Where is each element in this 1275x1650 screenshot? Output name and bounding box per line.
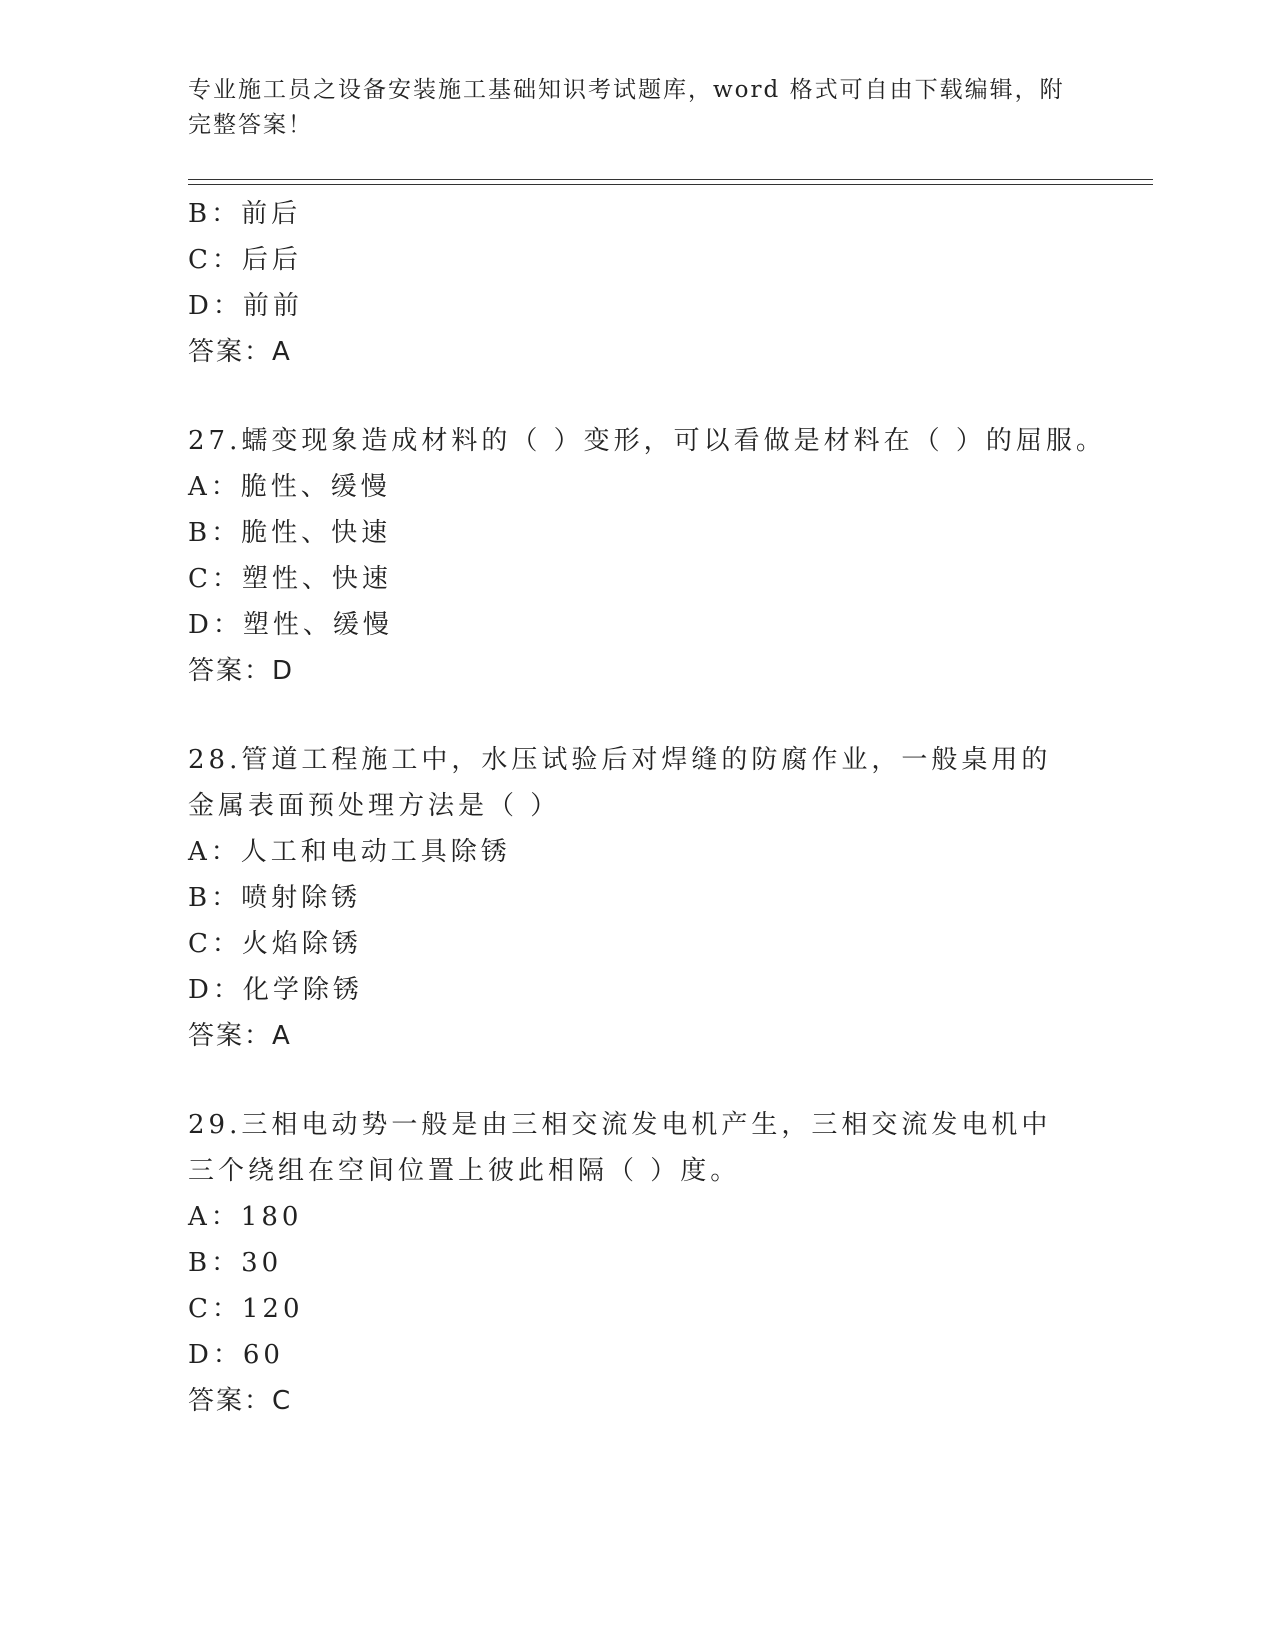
previous-question-tail xyxy=(188,191,1078,375)
answer-line: 答案：D xyxy=(188,656,295,686)
question-text: 27.蠕变现象造成材料的（ ）变形，可以看做是材料在（ ）的屈服。 xyxy=(188,426,1106,456)
question-27 xyxy=(188,418,1106,694)
question-text: 29.三相电动势一般是由三相交流发电机产生，三相交流发电机中三个绕组在空间位置上彼此相隔（ ）度。 xyxy=(188,1110,1052,1186)
option-a: A：180 xyxy=(188,1202,303,1232)
option-c: C：后后 xyxy=(188,245,302,275)
option-d: D：塑性、缓慢 xyxy=(188,610,393,640)
option-b: B：喷射除锈 xyxy=(188,883,362,913)
option-b: B：前后 xyxy=(188,199,302,229)
option-b: B：30 xyxy=(188,1248,283,1278)
option-d: D：化学除锈 xyxy=(188,975,363,1005)
question-28 xyxy=(188,737,1078,1059)
option-b: B：脆性、快速 xyxy=(188,518,392,548)
option-c: C：火焰除锈 xyxy=(188,929,362,959)
answer-line: 答案：A xyxy=(188,1021,292,1051)
answer-line: 答案：A xyxy=(188,337,292,367)
header-rule-top xyxy=(188,179,1153,180)
option-c: C：塑性、快速 xyxy=(188,564,392,594)
header-rule-bottom xyxy=(188,184,1153,185)
question-text: 28.管道工程施工中，水压试验后对焊缝的防腐作业，一般桌用的金属表面预处理方法是（ ） xyxy=(188,745,1052,821)
question-29 xyxy=(188,1102,1078,1424)
option-d: D：60 xyxy=(188,1340,284,1370)
option-a: A：脆性、缓慢 xyxy=(188,472,391,502)
option-c: C：120 xyxy=(188,1294,304,1324)
option-d: D：前前 xyxy=(188,291,303,321)
question-list xyxy=(188,191,1106,1424)
answer-line: 答案：C xyxy=(188,1386,293,1416)
document-header: 专业施工员之设备安装施工基础知识考试题库，word 格式可自由下载编辑，附完整答案！ xyxy=(188,77,1065,138)
option-a: A：人工和电动工具除锈 xyxy=(188,837,511,867)
